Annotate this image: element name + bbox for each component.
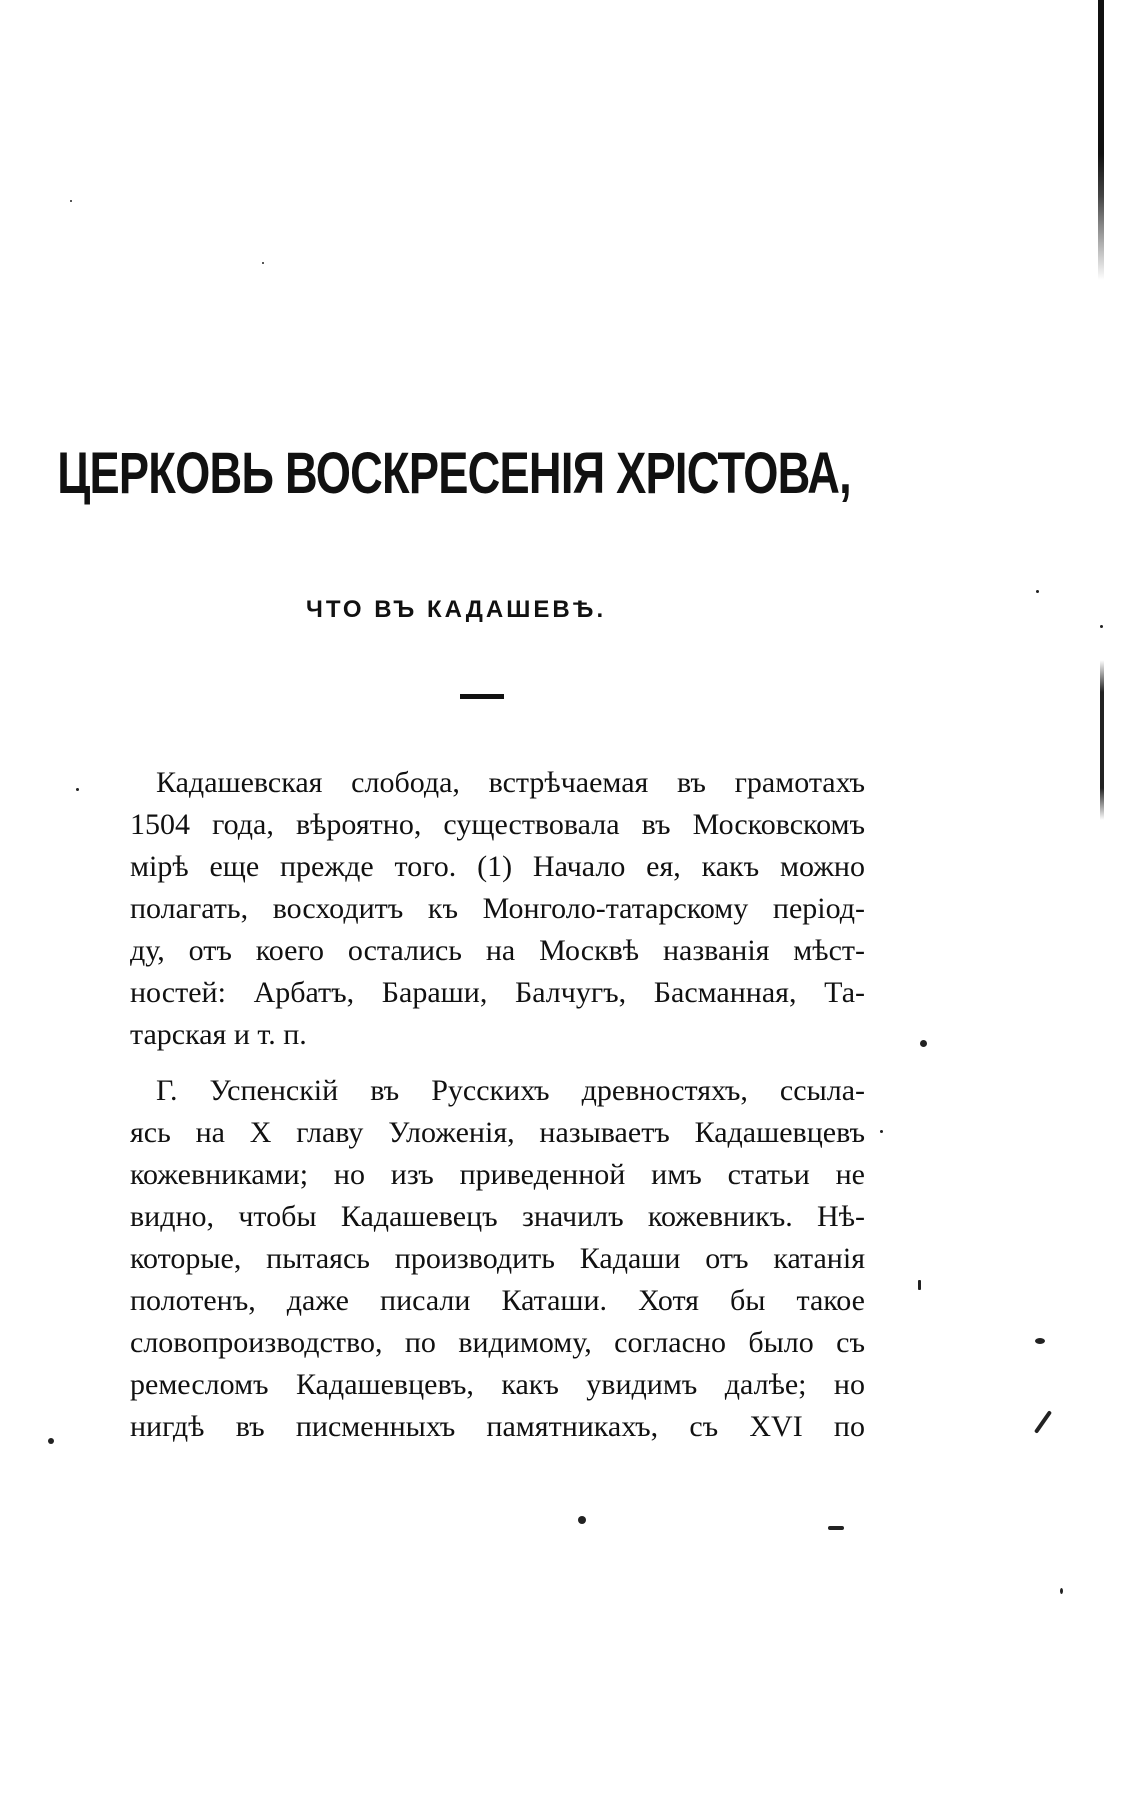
scan-speck (48, 1438, 54, 1444)
text-line: полагать, восходитъ къ Монголо-татарскому період- (130, 892, 865, 925)
page-edge-shadow (1098, 0, 1104, 280)
text-line: кожевниками; но изъ приведенной имъ статьи не (130, 1158, 865, 1191)
text-line: словопроизводство, по видимому, согласно было съ (130, 1326, 865, 1359)
text-line: Г. Успенскій въ Русскихъ древностяхъ, ссыла- (156, 1074, 865, 1107)
text-line: мірѣ еще прежде того. (1) Начало ея, какъ можно (130, 850, 865, 883)
text-line: 1504 года, вѣроятно, существовала въ Московскомъ (130, 808, 865, 841)
paragraph (130, 762, 865, 1056)
text-line: ду, отъ коего остались на Москвѣ названія мѣст- (130, 934, 865, 967)
paragraph (130, 1070, 865, 1448)
body-text (130, 762, 865, 1448)
page-title: ЦЕРКОВЬ ВОСКРЕСЕНІЯ ХРІСТОВА, (57, 441, 851, 506)
scan-speck (1034, 1410, 1052, 1434)
scan-speck (1036, 590, 1039, 593)
text-line: видно, чтобы Кадашевецъ значилъ кожевникъ. Нѣ- (130, 1200, 865, 1233)
scan-speck (1035, 1338, 1045, 1344)
scan-speck (1060, 1588, 1063, 1594)
scan-speck (880, 1130, 883, 1133)
text-line: которые, пытаясь производить Кадаши отъ катанія (130, 1242, 865, 1275)
text-line: полотенъ, даже писали Каташи. Хотя бы такое (130, 1284, 865, 1317)
scan-speck (920, 1040, 927, 1047)
scan-speck (918, 1280, 921, 1290)
text-line: ремесломъ Кадашевцевъ, какъ увидимъ далѣе; но (130, 1368, 865, 1401)
page-edge-shadow-lower (1100, 660, 1104, 820)
scan-speck (262, 262, 264, 264)
scan-speck (70, 200, 72, 202)
text-line: ясь на X главу Уложенія, называетъ Кадашевцевъ (130, 1116, 865, 1149)
text-line: Кадашевская слобода, встрѣчаемая въ грамотахъ (156, 766, 865, 799)
section-rule (460, 694, 504, 699)
page-subtitle: ЧТО ВЪ КАДАШЕВѢ. (306, 596, 607, 623)
scan-speck (1100, 625, 1103, 628)
text-line: ностей: Арбатъ, Бараши, Балчугъ, Басманная, Та- (130, 976, 865, 1009)
text-line: тарская и т. п. (130, 1018, 307, 1051)
scan-speck (578, 1516, 586, 1524)
scan-speck (76, 788, 79, 791)
scan-speck (828, 1526, 844, 1530)
text-line: нигдѣ въ писменныхъ памятникахъ, съ XVI по (130, 1410, 865, 1443)
